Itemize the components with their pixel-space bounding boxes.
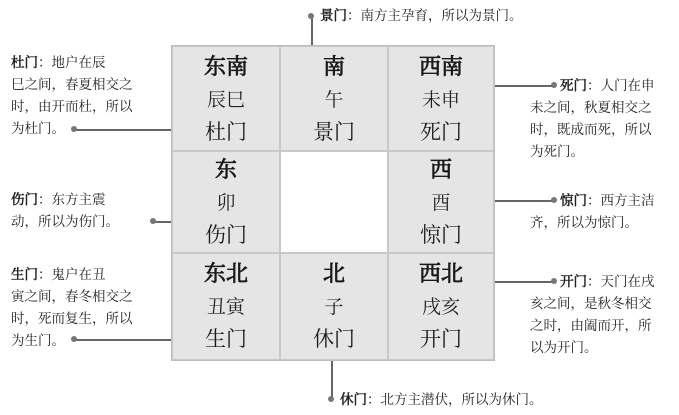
cell-southeast: 东南 辰巳 杜门	[172, 46, 280, 151]
note-kai: 开门：天门在戌 亥之间，是秋冬相交 之时，由阖而开，所 以为开门。	[530, 274, 655, 356]
note-xiu: 休门：北方主潜伏，所以为休门。	[340, 392, 543, 408]
cell-south: 南 午 景门	[280, 46, 388, 151]
connector-dot	[551, 82, 557, 88]
note-jing-right: 惊门：西方主洁 齐，所以为惊门。	[530, 193, 655, 231]
connector-xiu	[331, 358, 333, 400]
note-sheng: 生门：鬼户在丑 寅之间，春冬相交之 时，死而复生，所以 为生门。	[11, 267, 133, 349]
connector-jing-top	[311, 15, 313, 45]
cell-center	[280, 151, 388, 253]
cell-southwest: 西南 未申 死门	[388, 46, 494, 151]
note-jing-top: 景门：南方主孕育，所以为景门。	[320, 8, 523, 24]
connector-kai	[492, 281, 552, 283]
note-si: 死门：人门在申 未之间，秋夏相交之 时，既成而死，所以 为死门。	[530, 78, 655, 160]
cell-north: 北 子 休门	[280, 253, 388, 360]
connector-jing-right	[492, 200, 552, 202]
cell-northwest: 西北 戌亥 开门	[388, 253, 494, 360]
connector-dot	[551, 278, 557, 284]
connector-dot	[308, 13, 314, 19]
connector-dot	[150, 218, 156, 224]
cell-northeast: 东北 丑寅 生门	[172, 253, 280, 360]
note-shang: 伤门：东方主震 动，所以为伤门。	[11, 192, 119, 230]
note-du: 杜门：地户在辰 巳之间，春夏相交之 时，由开而杜，所以 为杜门。	[11, 55, 133, 137]
connector-dot	[551, 197, 557, 203]
palace-grid	[171, 45, 495, 361]
cell-east: 东 卯 伤门	[172, 151, 280, 253]
cell-west: 西 酉 惊门	[388, 151, 494, 253]
connector-dot	[328, 396, 334, 402]
connector-si	[492, 85, 552, 87]
